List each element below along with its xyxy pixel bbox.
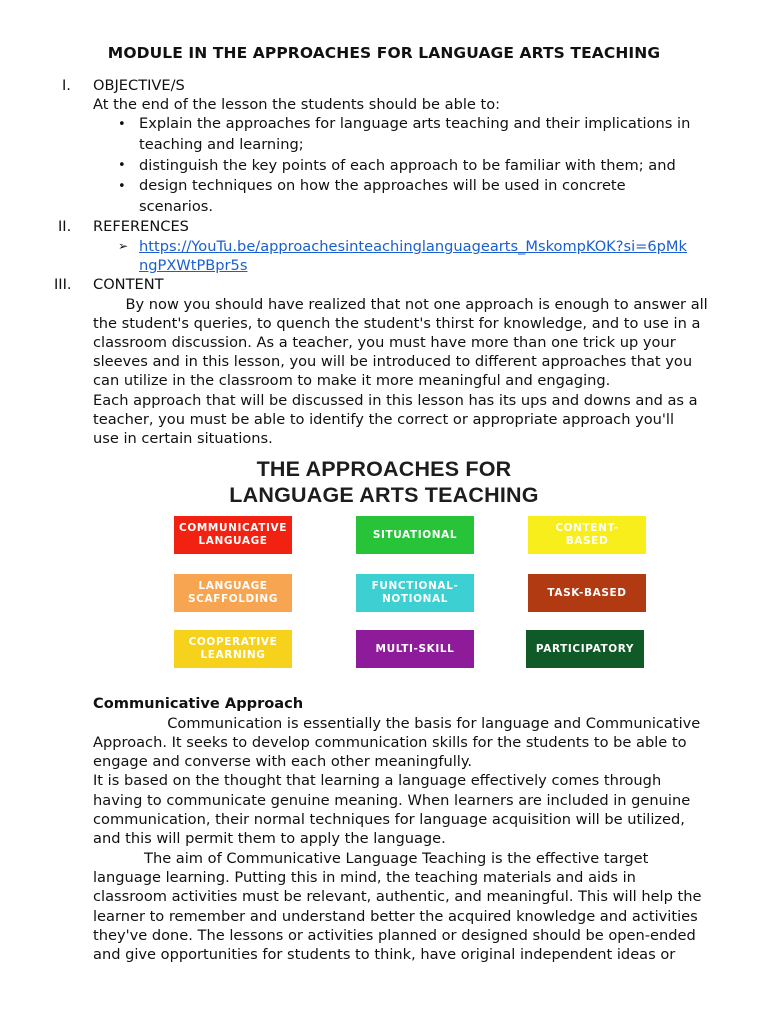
box-label-line1: FUNCTIONAL- <box>371 580 459 592</box>
section-number-content: III. <box>54 276 72 293</box>
figure-title-line2: LANGUAGE ARTS TEACHING <box>229 483 539 507</box>
paragraph-line: having to communicate genuine meaning. When learners are included in genuine <box>93 792 691 809</box>
box-label-line1: PARTICIPATORY <box>535 642 635 655</box>
paragraph-line: can utilize in the classroom to make it more meaningful and engaging. <box>93 372 611 389</box>
box-label-line1: CONTENT- <box>555 522 619 534</box>
paragraph-line: Approach. It seeks to develop communication skills for the students to be able to <box>93 734 687 751</box>
arrow-bullet-icon: ➢ <box>118 239 129 253</box>
approach-box-task-based <box>528 574 646 612</box>
objective-item-3: design techniques on how the approaches will be used in concrete <box>139 177 626 194</box>
box-label-line2: LANGUAGE <box>198 535 268 547</box>
objective-item-1-cont: teaching and learning; <box>139 136 304 153</box>
paragraph-line: classroom discussion. As a teacher, you must have more than one trick up your <box>93 334 676 351</box>
approach-box-language-scaffolding <box>174 574 292 612</box>
paragraph-line: Communication is essentially the basis for language and Communicative <box>93 715 701 732</box>
box-label-line1: LANGUAGE <box>198 580 268 592</box>
paragraph-line: the student's queries, to quench the student's thirst for knowledge, and to use in a <box>93 315 701 332</box>
bullet-icon: • <box>118 158 126 173</box>
bullet-icon: • <box>118 117 126 132</box>
section-number-objectives: I. <box>62 77 71 94</box>
box-label-line2: SCAFFOLDING <box>188 593 278 605</box>
paragraph-line: learner to remember and understand better the acquired knowledge and activities <box>93 908 698 925</box>
box-label-line1: MULTI-SKILL <box>375 642 455 655</box>
content-heading: CONTENT <box>93 276 164 293</box>
reference-link-line2[interactable]: ngPXWtPBpr5s <box>139 257 248 274</box>
objective-item-3-cont: scenarios. <box>139 198 214 215</box>
section-number-references: II. <box>58 218 72 235</box>
paragraph-line: language learning. Putting this in mind, the teaching materials and aids in <box>93 869 636 886</box>
paragraph-line: engage and converse with each other meaningfully. <box>93 753 473 770</box>
approach-box-multi-skill <box>356 630 474 668</box>
paragraph-line: sleeves and in this lesson, you will be introduced to different approaches that you <box>93 353 693 370</box>
approach-box-cooperative-learning <box>174 630 292 668</box>
box-label-line1: COMMUNICATIVE <box>179 522 287 534</box>
objectives-heading: OBJECTIVE/S <box>93 77 185 94</box>
box-label-line1: TASK-BASED <box>547 586 627 599</box>
reference-link[interactable] <box>139 237 687 257</box>
paragraph-line: and give opportunities for students to think, have original independent ideas or <box>93 946 676 963</box>
paragraph-line: classroom activities must be relevant, authentic, and meaningful. This will help the <box>93 888 702 905</box>
figure-title-line1: THE APPROACHES FOR <box>256 457 512 481</box>
objective-item-2: distinguish the key points of each approach to be familiar with them; and <box>139 157 676 174</box>
objective-item-1: Explain the approaches for language arts teaching and their implications in <box>139 115 691 132</box>
reference-link-cont[interactable] <box>139 256 247 276</box>
bullet-icon: • <box>118 179 126 194</box>
communicative-heading: Communicative Approach <box>93 695 304 712</box>
paragraph-line: It is based on the thought that learning a language effectively comes through <box>93 772 662 789</box>
approach-box-participatory <box>526 630 644 668</box>
approach-box-communicative-language <box>174 516 292 554</box>
paragraph-line: and this will permit them to apply the language. <box>93 830 446 847</box>
paragraph-line: use in certain situations. <box>93 430 273 447</box>
objectives-intro: At the end of the lesson the students should be able to: <box>93 96 501 113</box>
approach-box-functional-notional <box>356 574 474 612</box>
paragraph-line: The aim of Communicative Language Teaching is the effective target <box>93 850 649 867</box>
reference-link-line1[interactable]: https://YouTu.be/approachesinteachinglanguagearts_MskompKOK?si=6pMk <box>139 238 687 255</box>
box-label-line1: SITUATIONAL <box>372 528 458 541</box>
box-label-line2: NOTIONAL <box>381 593 449 605</box>
paragraph-line: By now you should have realized that not one approach is enough to answer all <box>93 296 708 313</box>
paragraph-line: Each approach that will be discussed in this lesson has its ups and downs and as a <box>93 392 698 409</box>
approach-box-situational <box>356 516 474 554</box>
references-heading: REFERENCES <box>93 218 189 235</box>
box-label-line2: LEARNING <box>200 649 266 661</box>
box-label-line2: BASED <box>565 535 609 547</box>
approach-box-content-based <box>528 516 646 554</box>
paragraph-line: communication, their normal techniques for language acquisition will be utilized, <box>93 811 685 828</box>
box-label-line1: COOPERATIVE <box>188 636 278 648</box>
paragraph-line: they've done. The lessons or activities planned or designed should be open-ended <box>93 927 696 944</box>
module-title: MODULE IN THE APPROACHES FOR LANGUAGE ARTS TEACHING <box>107 44 661 62</box>
paragraph-line: teacher, you must be able to identify the correct or appropriate approach you'll <box>93 411 675 428</box>
